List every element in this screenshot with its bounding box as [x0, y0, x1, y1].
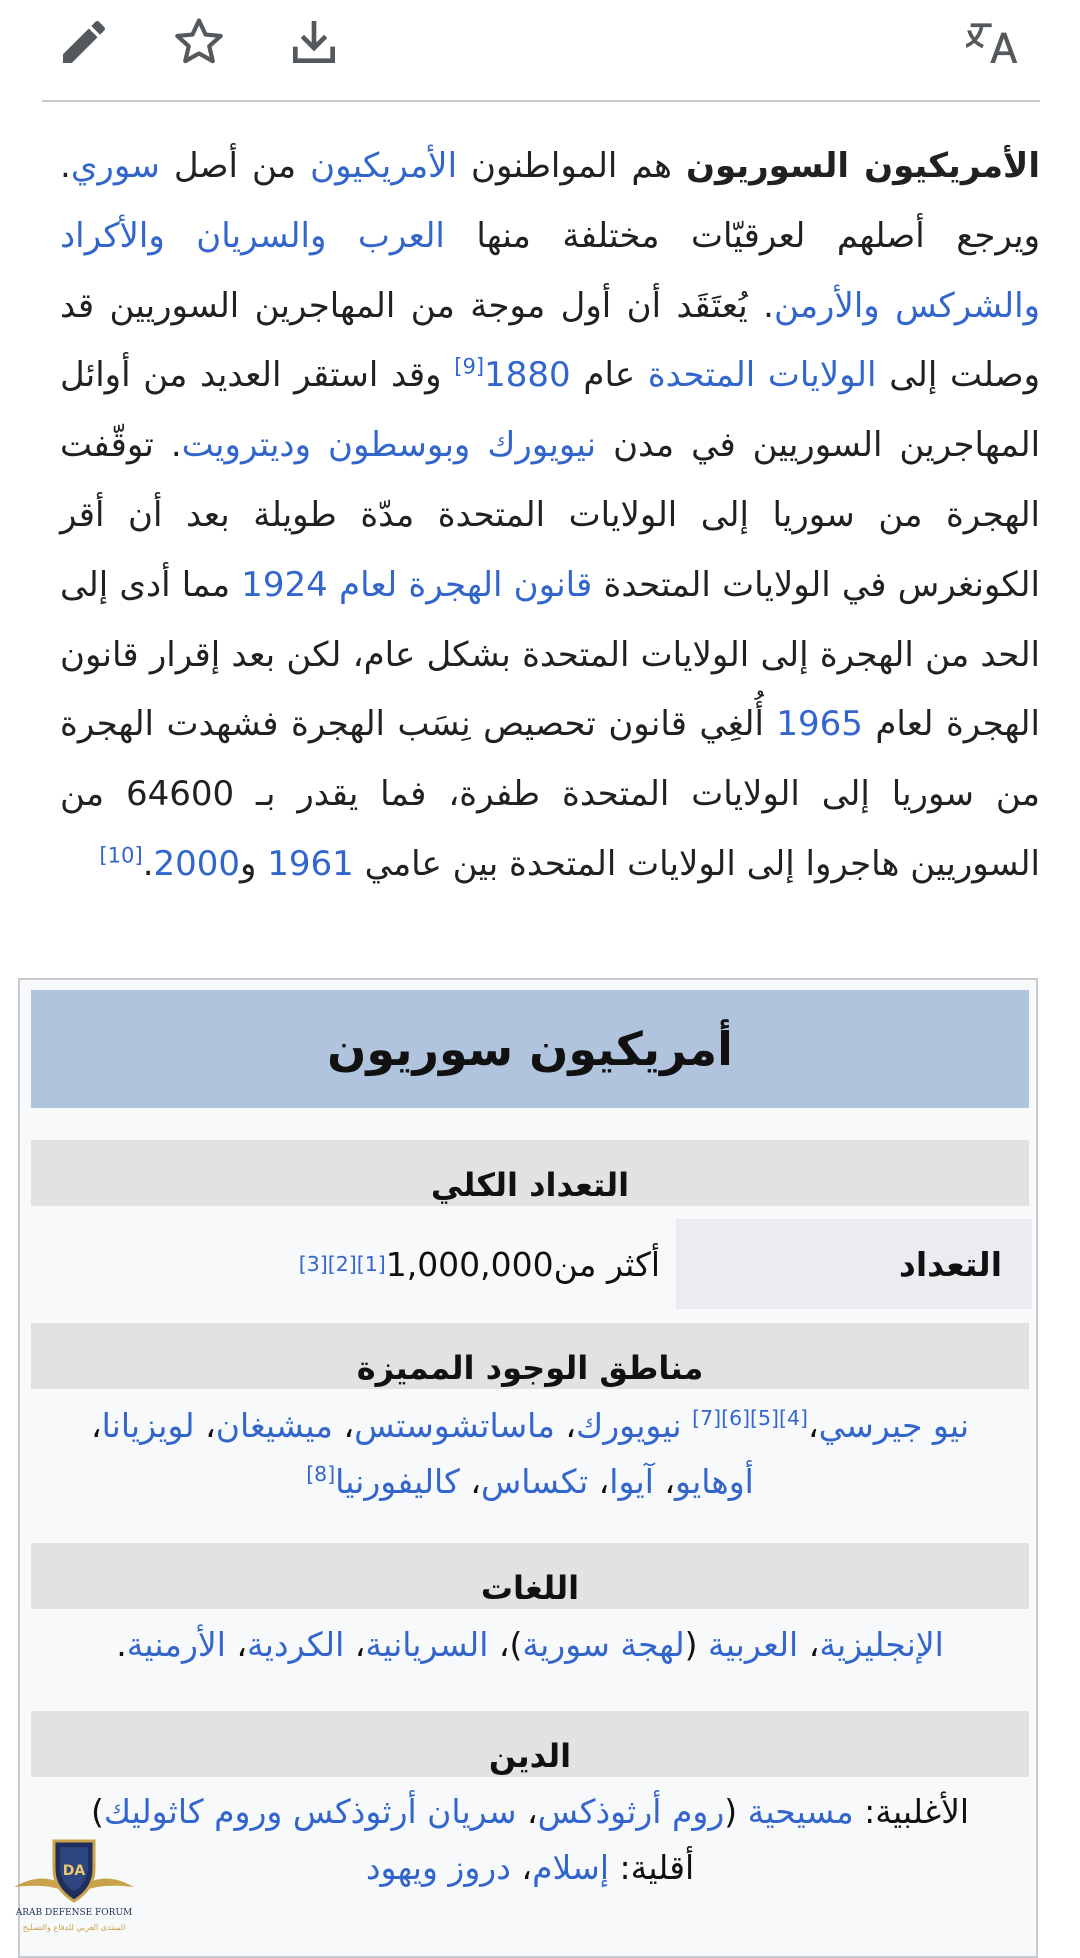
population-value — [260, 1219, 660, 1309]
watch-star-button[interactable] — [167, 10, 231, 74]
link-region[interactable]: ماساتشوستس — [354, 1406, 555, 1445]
infobox — [18, 978, 1038, 1958]
link-year-1880[interactable]: 1880 — [484, 355, 571, 396]
population-number: 1,000,000 — [385, 1244, 554, 1284]
text-run: و — [240, 843, 268, 884]
link-religion[interactable]: ويهود — [365, 1848, 438, 1887]
separator: ، — [225, 1625, 248, 1664]
download-icon — [286, 14, 342, 70]
link-region[interactable]: نيو جيرسي — [818, 1406, 970, 1445]
minority-label: أقلية: — [609, 1848, 695, 1887]
separator: . — [116, 1625, 127, 1664]
pencil-icon — [56, 14, 112, 70]
reference-link[interactable]: [9] — [454, 354, 485, 380]
separator — [282, 1792, 293, 1831]
text-run: من أصل — [159, 146, 311, 186]
link-kurds-circassians[interactable]: والأكراد والشركس — [60, 215, 1041, 326]
link-language[interactable]: الأرمنية — [126, 1625, 226, 1664]
reference-link[interactable]: [10] — [99, 842, 143, 868]
forum-watermark-logo — [6, 1825, 142, 1937]
link-year-1965[interactable]: 1965 — [776, 704, 863, 745]
text-run: . يُعتَقَد أن أول موجة من المهاجرين السوريين قد وصلت إلى — [60, 285, 1040, 396]
separator: ، — [554, 1406, 577, 1445]
religion-list — [60, 1784, 1000, 1896]
link-region[interactable]: أوهايو — [675, 1462, 754, 1501]
text-run: عام — [570, 355, 648, 396]
text-run — [311, 425, 328, 465]
watermark-title: ARAB DEFENSE FORUM — [15, 1908, 133, 1918]
link-year-2000[interactable]: 2000 — [153, 843, 241, 884]
languages-header: اللغات — [31, 1543, 1029, 1609]
link-boston[interactable]: وبوسطون — [327, 425, 471, 466]
toolbar-divider — [42, 100, 1040, 102]
link-language[interactable]: السريانية — [365, 1625, 489, 1664]
star-icon — [171, 14, 227, 70]
link-armenians[interactable]: والأرمن — [773, 285, 880, 326]
link-region[interactable]: نيويورك — [576, 1406, 682, 1445]
text-run: . توقّفت الهجرة من سوريا إلى الولايات المتحدة مدّة طويلة بعد أن أقر الكونغرس في الولايات المتحدة — [60, 425, 1040, 605]
link-new-york[interactable]: نيويورك — [487, 425, 597, 466]
link-religion[interactable]: وروم كاثوليك — [103, 1792, 283, 1831]
link-arabs[interactable]: العرب — [357, 215, 445, 256]
watermark-badge: DA — [62, 1863, 86, 1879]
link-region[interactable]: تكساس — [480, 1462, 589, 1501]
text-run: وقد استقر العديد من أوائل المهاجرين السوريين في مدن — [60, 355, 1041, 466]
regions-header: مناطق الوجود المميزة — [31, 1323, 1029, 1389]
link-region[interactable]: ميشيغان — [215, 1406, 333, 1445]
separator: ، — [588, 1462, 610, 1501]
eagle-shield-icon — [6, 1825, 142, 1937]
text-run: . ويرجع أصلهم لعرقيّات مختلفة منها — [60, 146, 1040, 256]
reference-link[interactable]: [4][5][6][7] — [692, 1406, 808, 1430]
reference-link[interactable]: [1][2][3] — [298, 1252, 386, 1276]
link-syrian[interactable]: سوري — [70, 146, 160, 186]
language-button[interactable] — [962, 10, 1026, 74]
separator: ، — [459, 1462, 481, 1501]
separator: ، — [332, 1406, 355, 1445]
separator: ) — [90, 1792, 104, 1831]
separator: ( — [684, 1625, 709, 1664]
separator — [438, 1848, 449, 1887]
article-lead — [60, 132, 1040, 900]
article-subject: الأمريكيون السوريون — [686, 146, 1040, 186]
separator: ، — [510, 1848, 533, 1887]
separator: ، — [90, 1406, 102, 1445]
link-religion[interactable]: دروز — [448, 1848, 511, 1887]
link-syriacs[interactable]: والسريان — [196, 215, 327, 256]
link-region[interactable]: لويزيانا — [101, 1406, 195, 1445]
languages-list — [60, 1617, 1000, 1673]
separator: ، — [808, 1406, 819, 1445]
separator: ( — [724, 1792, 748, 1831]
separator — [682, 1406, 693, 1445]
separator: )، — [488, 1625, 523, 1664]
link-americans[interactable]: الأمريكيون — [310, 146, 458, 186]
translate-icon — [966, 14, 1022, 70]
text-run — [165, 216, 197, 256]
population-label: التعداد — [676, 1219, 1032, 1309]
link-region[interactable]: آيوا — [609, 1462, 654, 1501]
text-run: مما أدى إلى الحد من الهجرة إلى الولايات المتحدة بشكل عام، لكن بعد إقرار قانون الهجرة لعام — [60, 564, 1040, 745]
link-language[interactable]: لهجة سورية — [522, 1625, 685, 1664]
download-button[interactable] — [282, 10, 346, 74]
separator: ، — [516, 1792, 538, 1831]
text-run: أُلغِي قانون تحصيص نِسَب الهجرة فشهدت الهجرة من سوريا إلى الولايات المتحدة طفرة، فما يقدر بـ 64600 من السوريين هاجروا إلى الولايات المتحدة بين عامي — [60, 704, 1040, 884]
link-religion[interactable]: مسيحية — [747, 1792, 854, 1831]
population-prefix: أكثر من — [553, 1244, 660, 1284]
lead-paragraph — [60, 132, 1040, 900]
link-religion[interactable]: روم أرثوذكس — [537, 1792, 725, 1831]
link-year-1961[interactable]: 1961 — [267, 843, 354, 884]
infobox-title: أمريكيون سوريون — [31, 990, 1029, 1108]
separator: ، — [194, 1406, 216, 1445]
link-detroit[interactable]: وديترويت — [181, 425, 311, 466]
link-united-states[interactable]: الولايات المتحدة — [647, 355, 877, 396]
text-run: . — [142, 843, 154, 884]
text-run: هم المواطنون — [457, 146, 686, 186]
edit-button[interactable] — [52, 10, 116, 74]
page-actions-toolbar — [0, 0, 1080, 100]
separator: ، — [344, 1625, 366, 1664]
separator: ، — [798, 1625, 820, 1664]
regions-list — [60, 1398, 1000, 1510]
link-immigration-act-1924[interactable]: قانون الهجرة لعام 1924 — [241, 564, 593, 605]
religion-majority — [60, 1784, 1000, 1840]
link-language[interactable]: الإنجليزية — [819, 1625, 944, 1664]
text-run — [880, 286, 895, 326]
religion-minority — [60, 1840, 1000, 1896]
link-region[interactable]: كاليفورنيا — [335, 1462, 460, 1501]
link-religion[interactable]: إسلام — [532, 1848, 610, 1887]
religion-header: الدين — [31, 1711, 1029, 1777]
separator: ، — [653, 1462, 676, 1501]
link-religion[interactable]: سريان أرثوذكس — [292, 1792, 517, 1831]
link-language[interactable]: العربية — [708, 1625, 799, 1664]
majority-label: الأغلبية: — [853, 1792, 970, 1831]
reference-link[interactable]: [8] — [306, 1462, 336, 1486]
watermark-subtitle: المنتدى العربي للدفاع والتسليح — [22, 1923, 126, 1932]
total-population-header: التعداد الكلي — [31, 1140, 1029, 1206]
text-run — [470, 425, 487, 465]
link-language[interactable]: الكردية — [247, 1625, 345, 1664]
text-run — [326, 216, 358, 256]
